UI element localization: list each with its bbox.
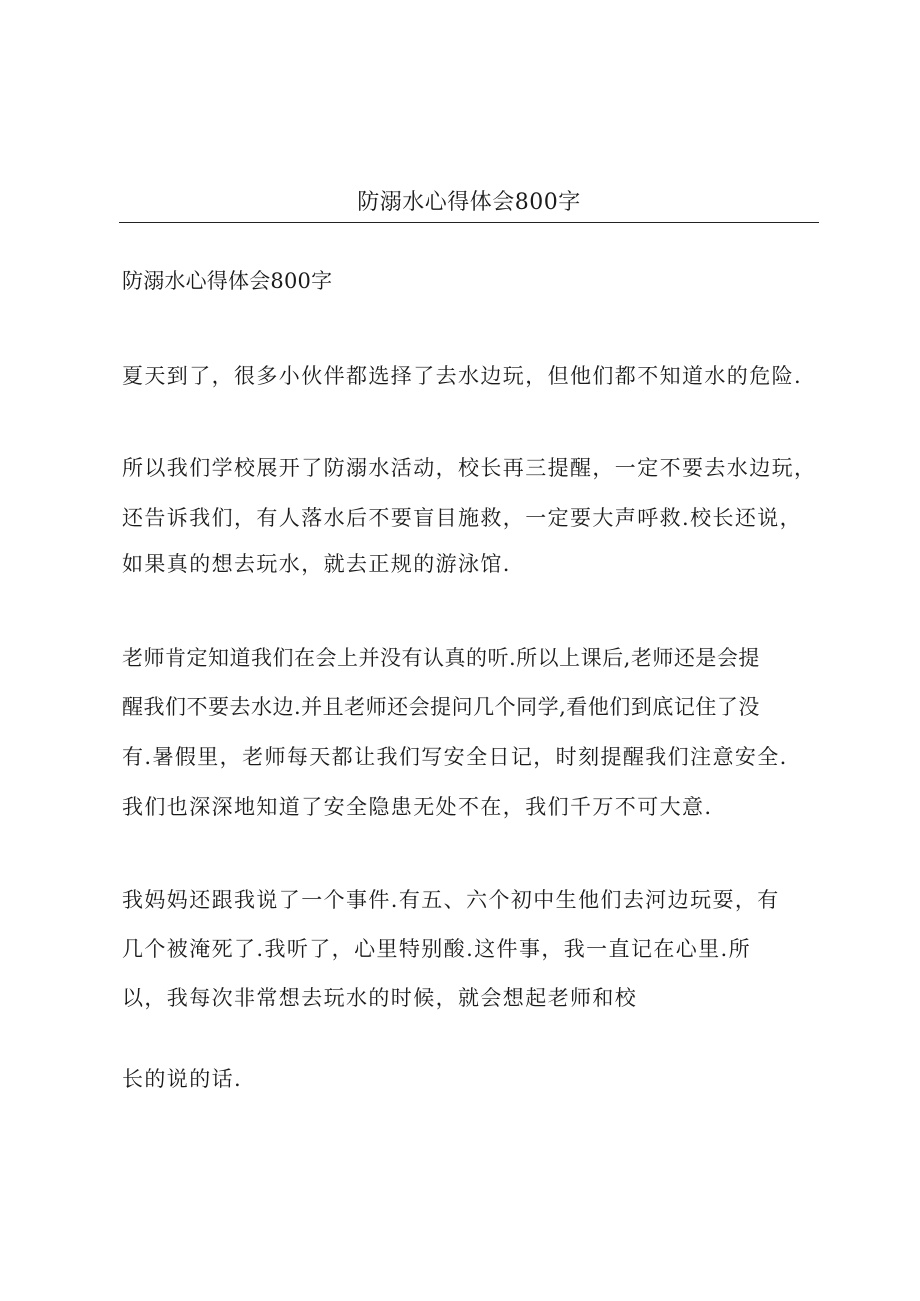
header-title: 防溺水心得体会800字 bbox=[357, 190, 581, 215]
paragraph-line: 夏天到了，很多小伙伴都选择了去水边玩，但他们都不知道水的危险. bbox=[122, 364, 803, 388]
paragraph-line: 长的说的话. bbox=[122, 1067, 243, 1091]
paragraph-line: 所以我们学校展开了防溺水活动，校长再三提醒，一定不要去水边玩， bbox=[122, 456, 817, 480]
page-header bbox=[119, 188, 819, 223]
paragraph-line: 有.暑假里，老师每天都让我们写安全日记，时刻提醒我们注意安全. bbox=[122, 745, 788, 769]
paragraph-line: 老师肯定知道我们在会上并没有认真的听.所以上课后,老师还是会提 bbox=[122, 646, 760, 670]
paragraph-line: 醒我们不要去水边.并且老师还会提问几个同学,看他们到底记住了没 bbox=[122, 695, 760, 719]
paragraph-line: 我们也深深地知道了安全隐患无处不在，我们千万不可大意. bbox=[122, 795, 713, 819]
paragraph-line: 几个被淹死了.我听了，心里特别酸.这件事，我一直记在心里.所 bbox=[122, 937, 752, 961]
paragraph-line: 还告诉我们，有人落水后不要盲目施救，一定要大声呼救.校长还说， bbox=[122, 506, 803, 530]
document-title: 防溺水心得体会800字 bbox=[122, 269, 333, 293]
paragraph-line: 以，我每次非常想去玩水的时候，就会想起老师和校 bbox=[122, 986, 638, 1010]
paragraph-line: 如果真的想去玩水，就去正规的游泳馆. bbox=[122, 552, 511, 576]
paragraph-line: 我妈妈还跟我说了一个事件.有五、六个初中生他们去河边玩耍，有 bbox=[122, 888, 780, 912]
